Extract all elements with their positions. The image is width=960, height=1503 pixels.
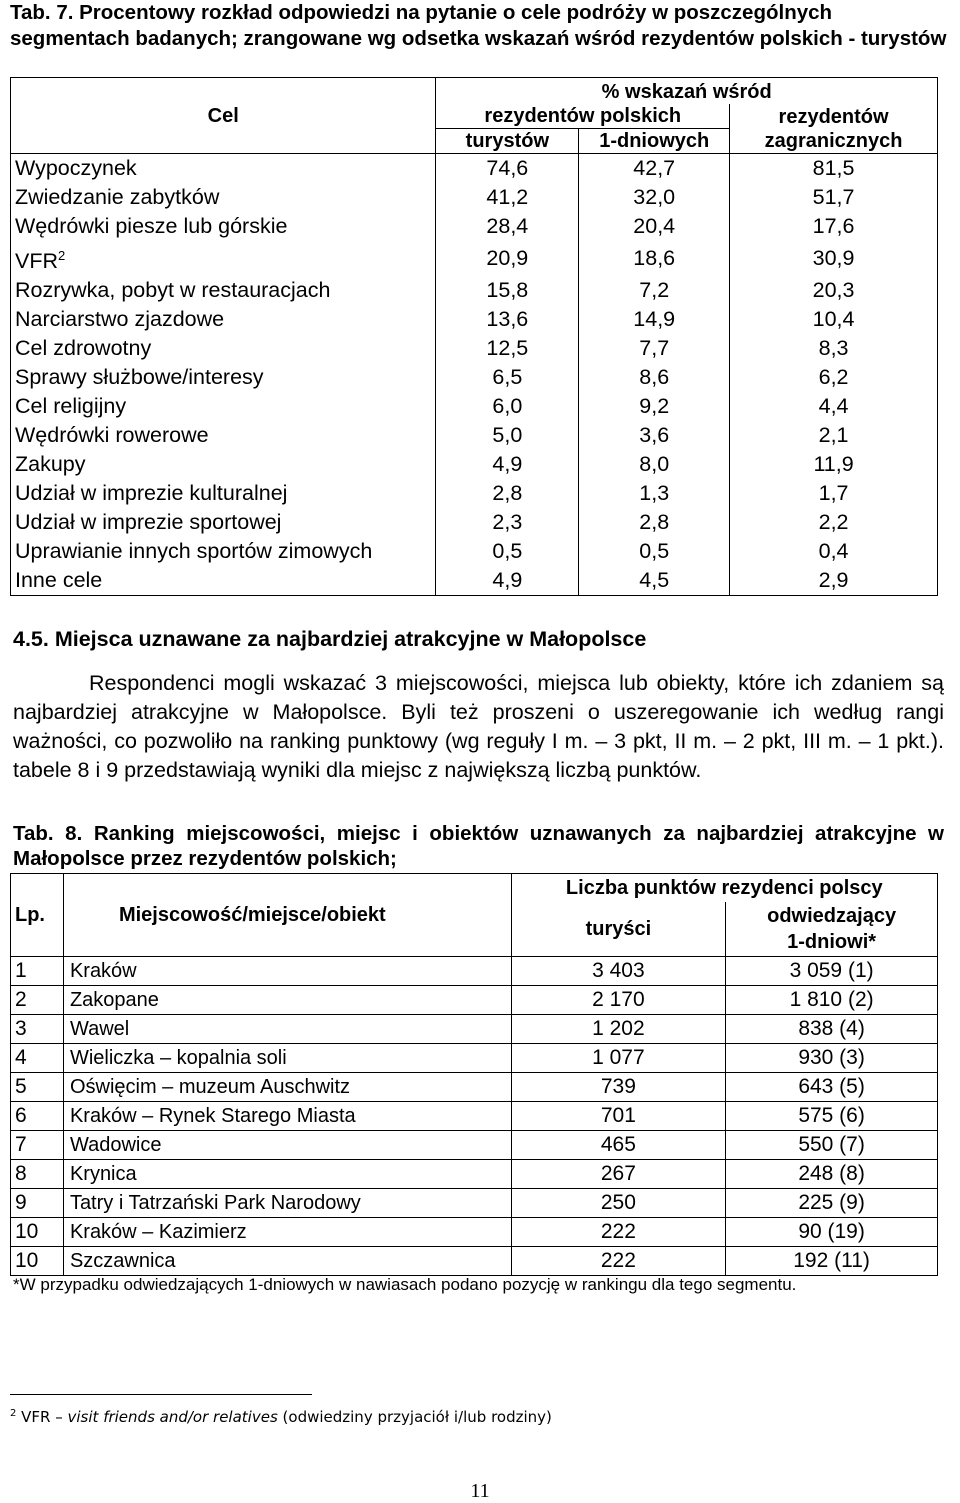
table7	[10, 77, 938, 596]
lp-cell: 9	[11, 1189, 64, 1218]
place-cell: Kraków	[63, 957, 511, 986]
table-row	[11, 183, 938, 212]
table7-header-res-foreign-1: rezydentów	[778, 105, 889, 128]
lp-cell: 2	[11, 986, 64, 1015]
table7-header-pct-among: % wskazań wśród	[436, 78, 938, 105]
table-row	[11, 957, 938, 986]
table-row	[11, 1160, 938, 1189]
lp-cell: 5	[11, 1073, 64, 1102]
visitors-cell: 930 (3)	[726, 1044, 938, 1073]
table7-header-tourists: turystów	[436, 129, 579, 154]
table-row	[11, 1189, 938, 1218]
tourists-cell: 3 403	[511, 957, 726, 986]
place-cell: Kraków – Kazimierz	[63, 1218, 511, 1247]
table-row	[11, 305, 938, 334]
visitors-cell: 575 (6)	[726, 1102, 938, 1131]
tourists-cell: 267	[511, 1160, 726, 1189]
cel-cell	[11, 392, 436, 421]
place-cell: Zakopane	[63, 986, 511, 1015]
cel-label: Wędrówki piesze lub górskie	[15, 214, 288, 238]
lp-cell: 4	[11, 1044, 64, 1073]
table-row	[11, 334, 938, 363]
footnote-ref: 2	[58, 248, 66, 263]
cel-label: Narciarstwo zjazdowe	[15, 307, 225, 332]
value-zagranicznych: 6,2	[730, 363, 938, 392]
value-turystow: 4,9	[436, 566, 579, 596]
visitors-cell: 248 (8)	[726, 1160, 938, 1189]
cel-cell	[11, 183, 436, 212]
table-row	[11, 1102, 938, 1131]
table8-header-lp: Lp.	[11, 874, 64, 957]
place-cell: Krynica	[63, 1160, 511, 1189]
lp-cell: 8	[11, 1160, 64, 1189]
value-jednodniowych: 2,8	[579, 508, 730, 537]
value-zagranicznych: 17,6	[730, 212, 938, 241]
cel-label: Wędrówki rowerowe	[15, 423, 209, 448]
lp-cell: 3	[11, 1015, 64, 1044]
place-cell: Wawel	[63, 1015, 511, 1044]
value-jednodniowych: 20,4	[579, 212, 730, 241]
value-turystow: 6,5	[436, 363, 579, 392]
place-cell: Wadowice	[63, 1131, 511, 1160]
value-zagranicznych: 51,7	[730, 183, 938, 212]
visitors-cell: 3 059 (1)	[726, 957, 938, 986]
table8	[10, 873, 938, 1276]
footnote-divider	[10, 1394, 312, 1395]
cel-cell	[11, 305, 436, 334]
value-turystow: 6,0	[436, 392, 579, 421]
tourists-cell: 222	[511, 1218, 726, 1247]
value-jednodniowych: 8,6	[579, 363, 730, 392]
value-jednodniowych: 42,7	[579, 154, 730, 184]
value-zagranicznych: 20,3	[730, 276, 938, 305]
value-zagranicznych: 81,5	[730, 154, 938, 184]
value-zagranicznych: 2,2	[730, 508, 938, 537]
value-jednodniowych: 32,0	[579, 183, 730, 212]
cel-cell	[11, 479, 436, 508]
cel-cell	[11, 212, 436, 241]
cel-label: Uprawianie innych sportów zimowych	[15, 539, 373, 564]
table-row	[11, 392, 938, 421]
tourists-cell: 222	[511, 1247, 726, 1276]
section-title: 4.5. Miejsca uznawane za najbardziej atrakcyjne w Małopolsce	[13, 627, 647, 651]
section-paragraph	[13, 669, 944, 785]
value-turystow: 4,9	[436, 450, 579, 479]
table8-header-visitors-2: 1-dniowi*	[787, 931, 877, 953]
cel-cell	[11, 363, 436, 392]
table-row	[11, 1015, 938, 1044]
value-turystow: 12,5	[436, 334, 579, 363]
value-jednodniowych: 0,5	[579, 537, 730, 566]
cel-label: Zakupy	[15, 452, 86, 477]
table8-header-points: Liczba punktów rezydenci polscy	[511, 874, 937, 903]
cel-cell	[11, 154, 436, 184]
table-row	[11, 276, 938, 305]
cel-label: Udział w imprezie kulturalnej	[15, 481, 288, 506]
value-turystow: 20,9	[436, 241, 579, 276]
visitors-cell: 192 (11)	[726, 1247, 938, 1276]
table-row	[11, 450, 938, 479]
table-row	[11, 421, 938, 450]
cel-label: Zwiedzanie zabytków	[15, 185, 220, 209]
cel-cell	[11, 537, 436, 566]
value-zagranicznych: 10,4	[730, 305, 938, 334]
table-row	[11, 986, 938, 1015]
cel-label: VFR	[15, 249, 58, 274]
value-jednodniowych: 9,2	[579, 392, 730, 421]
value-jednodniowych: 18,6	[579, 241, 730, 276]
value-zagranicznych: 0,4	[730, 537, 938, 566]
value-turystow: 74,6	[436, 154, 579, 184]
table-row	[11, 154, 938, 184]
value-turystow: 0,5	[436, 537, 579, 566]
value-jednodniowych: 7,7	[579, 334, 730, 363]
cel-label: Cel religijny	[15, 394, 127, 419]
section-paragraph-text: Respondenci mogli wskazać 3 miejscowości, miejsca lub obiekty, które ich zdaniem są najbardziej atrakcyjne w Małopolsce. Byli też proszeni o uszeregowanie ich według rangi ważności, co pozwoliło na ranking punktowy (wg reguły I m. – 3 pkt, II m. – 2 pkt, III m. – 1 pkt.). tabele 8 i 9 przedstawiają wyniki dla miejsc z największą liczbą punktów.	[13, 671, 944, 782]
cel-label: Udział w imprezie sportowej	[15, 510, 282, 535]
table8-caption: Tab. 8. Ranking miejscowości, miejsc i obiektów uznawanych za najbardziej atrakcyjne w Małopolsce przez rezydentów polskich;	[13, 822, 944, 870]
cel-cell	[11, 508, 436, 537]
table-row	[11, 537, 938, 566]
value-zagranicznych: 8,3	[730, 334, 938, 363]
value-zagranicznych: 30,9	[730, 241, 938, 276]
table-row	[11, 363, 938, 392]
visitors-cell: 838 (4)	[726, 1015, 938, 1044]
value-turystow: 2,8	[436, 479, 579, 508]
value-zagranicznych: 1,7	[730, 479, 938, 508]
visitors-cell: 643 (5)	[726, 1073, 938, 1102]
cel-cell	[11, 421, 436, 450]
table7-header-res-foreign	[730, 104, 938, 154]
place-cell: Oświęcim – muzeum Auschwitz	[63, 1073, 511, 1102]
cel-label: Sprawy służbowe/interesy	[15, 365, 264, 390]
table7-header-res-pl: rezydentów polskich	[436, 104, 730, 129]
value-jednodniowych: 3,6	[579, 421, 730, 450]
cel-label: Wypoczynek	[15, 156, 137, 180]
tourists-cell: 1 077	[511, 1044, 726, 1073]
place-cell: Szczawnica	[63, 1247, 511, 1276]
table8-header-visitors-1: odwiedzający	[767, 905, 897, 927]
place-cell: Kraków – Rynek Starego Miasta	[63, 1102, 511, 1131]
cel-label: Rozrywka, pobyt w restauracjach	[15, 278, 331, 303]
tourists-cell: 465	[511, 1131, 726, 1160]
visitors-cell: 1 810 (2)	[726, 986, 938, 1015]
footnote	[10, 1408, 552, 1426]
table-row	[11, 241, 938, 276]
footnote-suffix: (odwiedziny przyjaciół i/lub rodziny)	[277, 1408, 552, 1426]
value-turystow: 41,2	[436, 183, 579, 212]
value-jednodniowych: 1,3	[579, 479, 730, 508]
value-turystow: 5,0	[436, 421, 579, 450]
table-row	[11, 1131, 938, 1160]
table7-header-one-day: 1-dniowych	[579, 129, 730, 154]
table7-header-cel: Cel	[207, 104, 239, 127]
cel-cell	[11, 450, 436, 479]
value-zagranicznych: 11,9	[730, 450, 938, 479]
table-row	[11, 566, 938, 596]
value-zagranicznych: 2,9	[730, 566, 938, 596]
table-row	[11, 1247, 938, 1276]
tourists-cell: 1 202	[511, 1015, 726, 1044]
value-jednodniowych: 4,5	[579, 566, 730, 596]
cel-cell	[11, 276, 436, 305]
footnote-number: 2	[10, 1408, 17, 1419]
table-row	[11, 212, 938, 241]
visitors-cell: 90 (19)	[726, 1218, 938, 1247]
table-row	[11, 508, 938, 537]
place-cell: Tatry i Tatrzański Park Narodowy	[63, 1189, 511, 1218]
visitors-cell: 550 (7)	[726, 1131, 938, 1160]
value-turystow: 2,3	[436, 508, 579, 537]
cel-cell	[11, 241, 436, 276]
tourists-cell: 2 170	[511, 986, 726, 1015]
cel-label: Cel zdrowotny	[15, 336, 152, 361]
visitors-cell: 225 (9)	[726, 1189, 938, 1218]
table8-header-tourists: turyści	[511, 902, 726, 957]
tourists-cell: 250	[511, 1189, 726, 1218]
lp-cell: 10	[11, 1247, 64, 1276]
cel-label: Inne cele	[15, 568, 103, 593]
table8-header-place: Miejscowość/miejsce/obiekt	[63, 874, 511, 957]
table7-header-res-foreign-2: zagranicznych	[764, 129, 903, 152]
place-cell: Wieliczka – kopalnia soli	[63, 1044, 511, 1073]
page-number: 11	[470, 1480, 490, 1502]
value-jednodniowych: 8,0	[579, 450, 730, 479]
value-turystow: 13,6	[436, 305, 579, 334]
value-jednodniowych: 14,9	[579, 305, 730, 334]
footnote-italic: visit friends and/or relatives	[67, 1408, 278, 1426]
lp-cell: 6	[11, 1102, 64, 1131]
table7-caption: Tab. 7. Procentowy rozkład odpowiedzi na pytanie o cele podróży w poszczególnych segmentach badanych; zrangowane wg odsetka wskazań wśród rezydentów polskich - turystów	[10, 1, 947, 50]
value-turystow: 15,8	[436, 276, 579, 305]
value-zagranicznych: 4,4	[730, 392, 938, 421]
tourists-cell: 701	[511, 1102, 726, 1131]
value-zagranicznych: 2,1	[730, 421, 938, 450]
table-row	[11, 479, 938, 508]
table-row	[11, 1073, 938, 1102]
cel-cell	[11, 566, 436, 596]
cel-cell	[11, 334, 436, 363]
lp-cell: 10	[11, 1218, 64, 1247]
footnote-prefix: VFR –	[21, 1408, 68, 1426]
table8-note: *W przypadku odwiedzających 1-dniowych w nawiasach podano pozycję w rankingu dla tego segmentu.	[13, 1275, 797, 1294]
lp-cell: 1	[11, 957, 64, 986]
value-jednodniowych: 7,2	[579, 276, 730, 305]
lp-cell: 7	[11, 1131, 64, 1160]
value-turystow: 28,4	[436, 212, 579, 241]
table-row	[11, 1044, 938, 1073]
table8-header-visitors	[726, 902, 938, 957]
table-row	[11, 1218, 938, 1247]
tourists-cell: 739	[511, 1073, 726, 1102]
